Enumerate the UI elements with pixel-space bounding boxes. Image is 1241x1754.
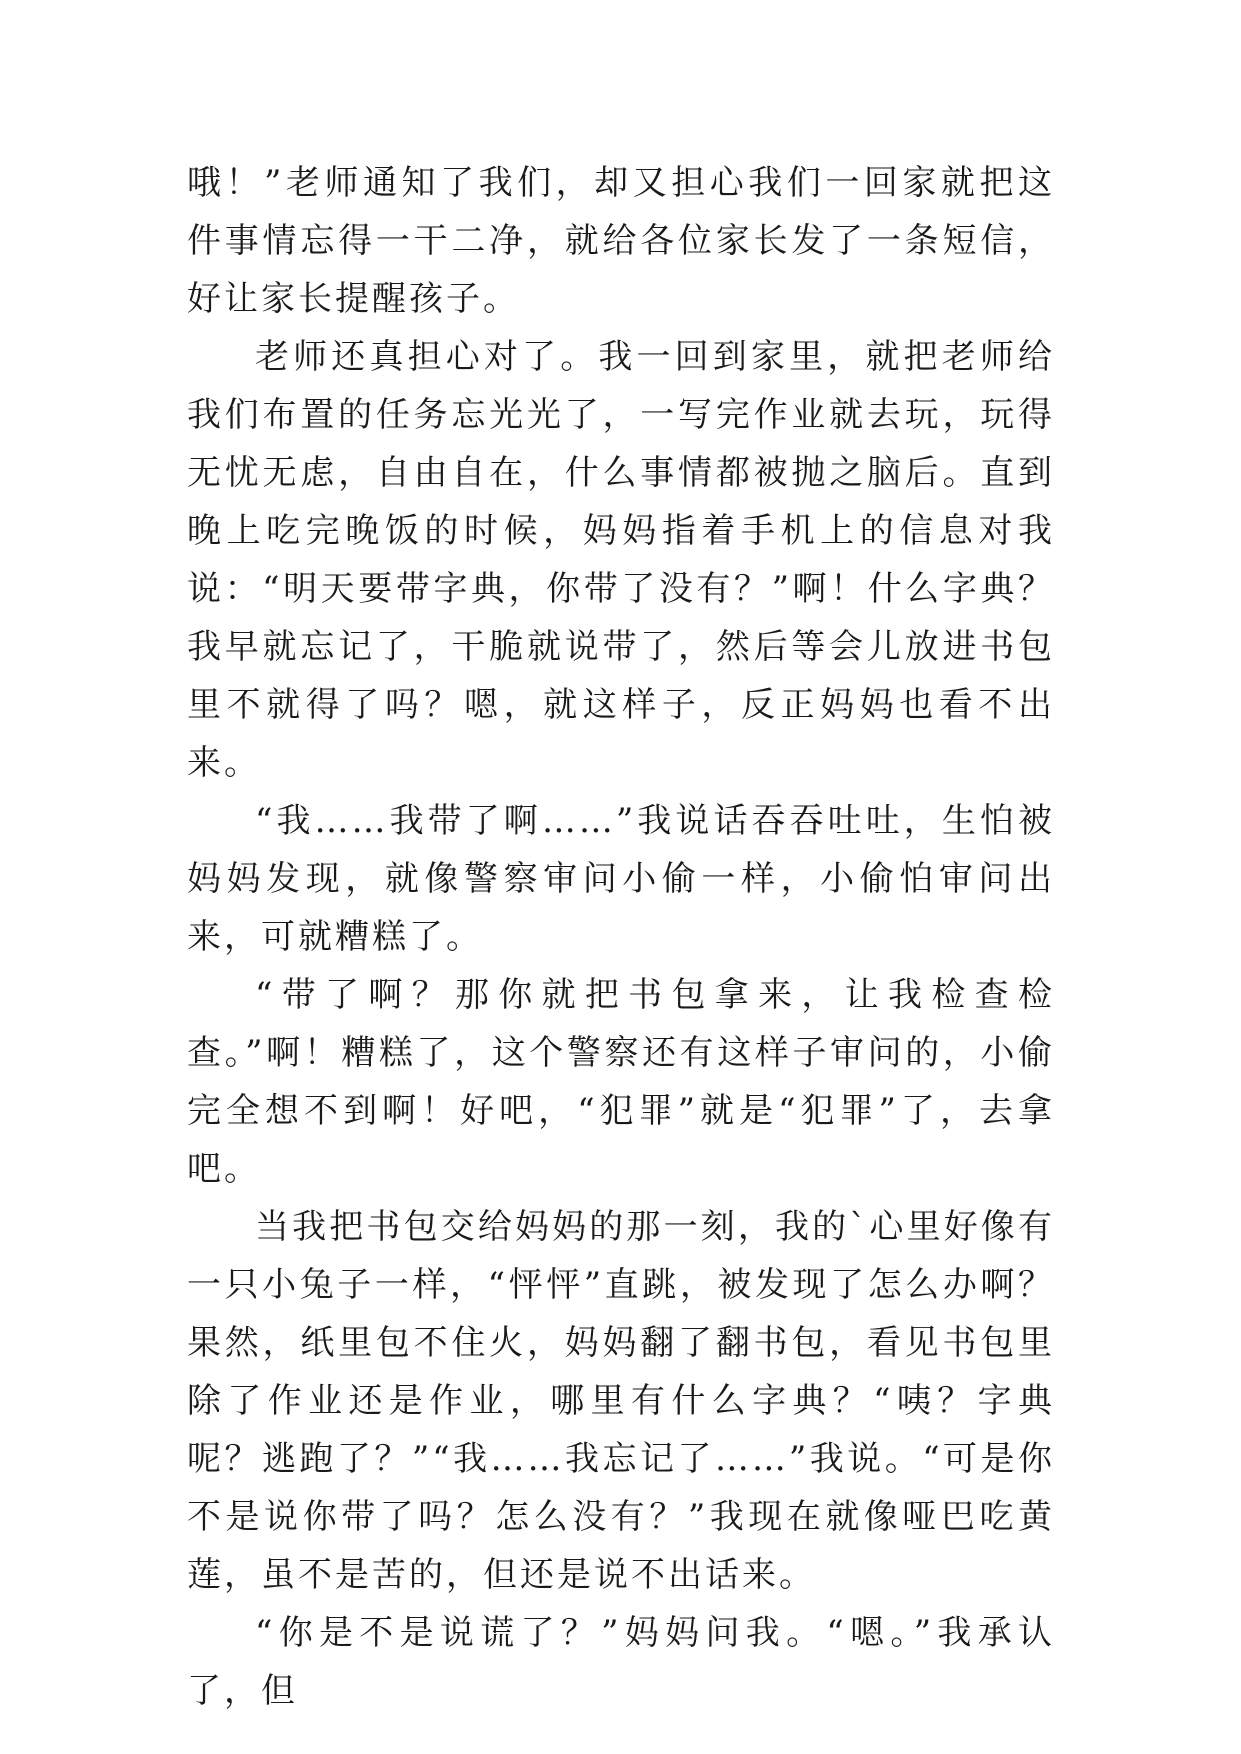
paragraph: “带了啊？那你就把书包拿来，让我检查检查。”啊！糟糕了，这个警察还有这样子审问的，小偷完全想不到啊！好吧，“犯罪”就是“犯罪”了，去拿吧。 <box>187 975 1055 1189</box>
paragraph: 老师还真担心对了。我一回到家里，就把老师给我们布置的任务忘光光了，一写完作业就去玩，玩得无忧无虑，自由自在，什么事情都被抛之脑后。直到晚上吃完晚饭的时候，妈妈指着手机上的信息对我说：“明天要带字典，你带了没有？”啊！什么字典？我早就忘记了，干脆就说带了，然后等会儿放进书包里不就得了吗？嗯，就这样子，反正妈妈也看不出来。 <box>187 337 1055 783</box>
paragraph-continuation: 哦！”老师通知了我们，却又担心我们一回家就把这件事情忘得一干二净，就给各位家长发了一条短信，好让家长提醒孩子。 <box>187 163 1055 319</box>
paragraph: “你是不是说谎了？”妈妈问我。“嗯。”我承认了，但 <box>187 1613 1055 1711</box>
paragraph: “我……我带了啊……”我说话吞吞吐吐，生怕被妈妈发现，就像警察审问小偷一样，小偷怕审问出来，可就糟糕了。 <box>187 801 1055 957</box>
paragraph: 当我把书包交给妈妈的那一刻，我的`心里好像有一只小兔子一样，“怦怦”直跳，被发现了怎么办啊？果然，纸里包不住火，妈妈翻了翻书包，看见书包里除了作业还是作业，哪里有什么字典？“咦？字典呢？逃跑了？”“我……我忘记了……”我说。“可是你不是说你带了吗？怎么没有？”我现在就像哑巴吃黄莲，虽不是苦的，但还是说不出话来。 <box>187 1207 1055 1595</box>
body-text <box>187 154 1055 1720</box>
